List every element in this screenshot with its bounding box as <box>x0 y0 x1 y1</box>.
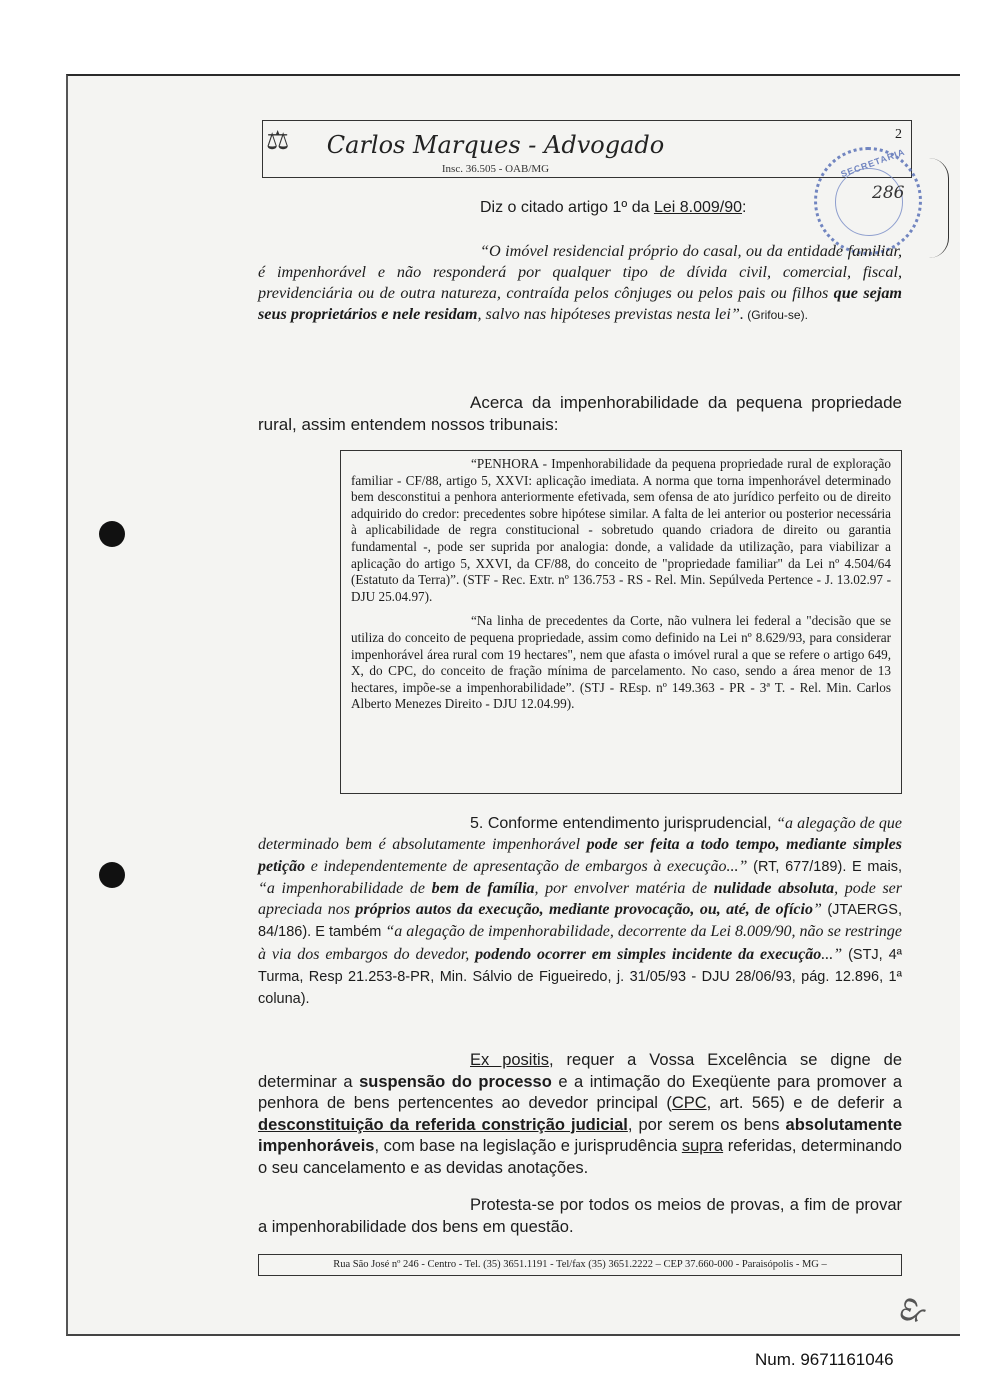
protest-text: Protesta-se por todos os meios de provas, a fim de provar a impenhorabilidade dos bens em questão. <box>258 1196 902 1236</box>
request-i: absolutamente impenhoráveis <box>258 1115 902 1155</box>
intro-line <box>480 199 746 217</box>
item5-lead: 5. Conforme entendimento jurisprudencial, <box>470 815 777 832</box>
request-h: , por serem os bens <box>627 1115 786 1134</box>
rural-intro-text: Acerca da impenhorabilidade da pequena propriedade rural, assim entendem nossos tribunais: <box>258 393 902 434</box>
jurisprudence-stf: “PENHORA - Impenhorabilidade da pequena propriedade rural de exploração familiar - CF/88, artigo 5, XXVI: aplicação imediata. A norma que torna impenhorável determinado bem desconstitui a penhora anteriormente efetivada, sem ofensa de ato jurídico perfeito ou de direito adquirido do credor: precedentes sobre hipótese similar. A falta de lei anterior ou posterior necessária à aplicabilidade de regra constitucional - sobretudo quando criadora de direito ou garantia fundamental -, pode ser suprida por analogia: donde, a validade da utilização, para viabilizar a aplicação do artigo 5, XXVI, da CF/88, do conceito de "propriedade familiar" da Lei nº 4.504/64 (Estatuto da Terra)”. (STF - Rec. Extr. nº 136.753 - RS - Rel. Min. Sepúlveda Pertence - J. 13.02.97 - DJU 25.04.97). <box>351 456 891 604</box>
intro-law: Lei 8.009/90 <box>653 199 743 216</box>
item5-q1a: “a alegação de que determinado bem é absolutamente impenhorável <box>258 815 903 854</box>
law-quote-part1: “O imóvel residencial próprio do casal, ou da entidade familiar, é impenhorável e não responderá por qualquer tipo de dívida civil, comercial, fiscal, previdenciária ou de outra natureza, contraída pelos cônjuges ou pelos pais ou filhos <box>258 242 902 302</box>
scales-of-justice-icon: ⚖ <box>266 126 290 156</box>
intro-prefix: Diz o citado artigo 1º da <box>480 199 654 216</box>
item5-q1c: e independentemente de apresentação de embargos à execução...” <box>305 857 748 875</box>
letterhead-name: Carlos Marques - Advogado <box>326 131 665 159</box>
request-supra: supra <box>681 1137 724 1155</box>
item5-q2e: , pode ser apreciada nos <box>258 879 902 919</box>
request-paragraph <box>258 1050 902 1179</box>
item5-q2d: nulidade absoluta <box>713 879 835 897</box>
law-quote-part2: , salvo nas hipóteses previstas nesta lei”. <box>477 305 744 323</box>
item5-c1: (RT, 677/189). E mais, <box>747 858 902 875</box>
handwritten-initials: ღ <box>888 1291 930 1328</box>
page-number: 2 <box>895 127 902 142</box>
law-quote-bold: que sejam seus proprietários e nele residam <box>258 284 902 323</box>
item5-q2a: “a impenhorabilidade de <box>258 879 432 897</box>
item-5-paragraph <box>258 813 902 1011</box>
protest-paragraph <box>258 1195 902 1238</box>
item5-q2f: próprios autos da execução, mediante provocação, ou, até, de ofício <box>355 901 813 919</box>
request-cpc: CPC <box>671 1094 707 1112</box>
document-number: Num. 9671161046 <box>755 1350 894 1369</box>
court-stamp <box>814 147 922 255</box>
request-l: referidas, determinando o seu cancelamento e as devidas anotações. <box>258 1137 902 1177</box>
request-g: desconstituição da referida constrição judicial <box>258 1115 628 1134</box>
item5-c3: (STJ, 4ª Turma, Resp 21.253-8-PR, Min. Sálvio de Figueiredo, j. 31/05/93 - DJU 28/06/93, pág. 12.896, 1ª coluna). <box>258 946 903 1008</box>
request-j: , com base na legislação e jurisprudência <box>374 1137 682 1155</box>
letterhead-footer: Rua São José nº 246 - Centro - Tel. (35) 3651.1191 - Tel/fax (35) 3651.2222 – CEP 37.660-000 - Paraisópolis - MG – <box>258 1254 902 1276</box>
item5-q3c: ...” <box>821 945 843 963</box>
letterhead-registration: Insc. 36.505 - OAB/MG <box>441 163 550 175</box>
intro-suffix: : <box>742 199 747 216</box>
punch-hole <box>99 862 125 888</box>
item5-q3b: podendo ocorrer em simples incidente da execução <box>475 945 822 963</box>
punch-hole <box>99 521 125 547</box>
item5-q2b: bem de família <box>431 879 535 897</box>
request-c: suspensão do processo <box>359 1072 552 1091</box>
request-d: e a intimação do Exeqüente para promover a penhora de bens pertencentes ao devedor principal ( <box>258 1072 902 1112</box>
request-f: , art. 565) e de deferir a <box>706 1094 902 1112</box>
stamp-text: SECRETARIA <box>839 146 907 180</box>
item5-q3a: “a alegação de impenhorabilidade, decorrente da Lei 8.009/90, não se restringe à via dos embargos do devedor, <box>258 923 902 963</box>
jurisprudence-box <box>340 450 902 794</box>
item5-q2g: ” <box>812 901 822 919</box>
margin-bracket <box>918 158 949 258</box>
stamp-handwritten-number: 286 <box>872 183 905 203</box>
request-ex-positis: Ex positis <box>470 1051 549 1069</box>
law-quote <box>258 241 902 326</box>
item5-q1b: pode ser feita a todo tempo, mediante simples petição <box>258 836 902 875</box>
rural-intro <box>258 392 902 436</box>
item5-q2c: , por envolver matéria de <box>534 879 714 897</box>
item5-c2: (JTAERGS, 84/186). E também <box>258 902 902 941</box>
jurisprudence-stj: “Na linha de precedentes da Corte, não vulnera lei federal a "decisão que se utiliza do conceito de pequena propriedade, assim como definido na Lei nº 8.629/93, para considerar impenhorável área rural com 19 hectares", nem que afasta o imóvel rural a que se refere o artigo 649, X, do CPC, do conceito de fração mínima de parcelamento. No caso, sendo a área menor de 13 hectares, impõe-se a impenhorabilidade”. (STJ - REsp. nº 149.363 - PR - 3ª T. - Rel. Min. Carlos Alberto Menezes Direito - DJU 12.04.99). <box>351 613 891 712</box>
request-b: , requer a Vossa Excelência se digne de determinar a <box>258 1051 902 1091</box>
law-quote-note: (Grifou-se). <box>743 308 808 322</box>
